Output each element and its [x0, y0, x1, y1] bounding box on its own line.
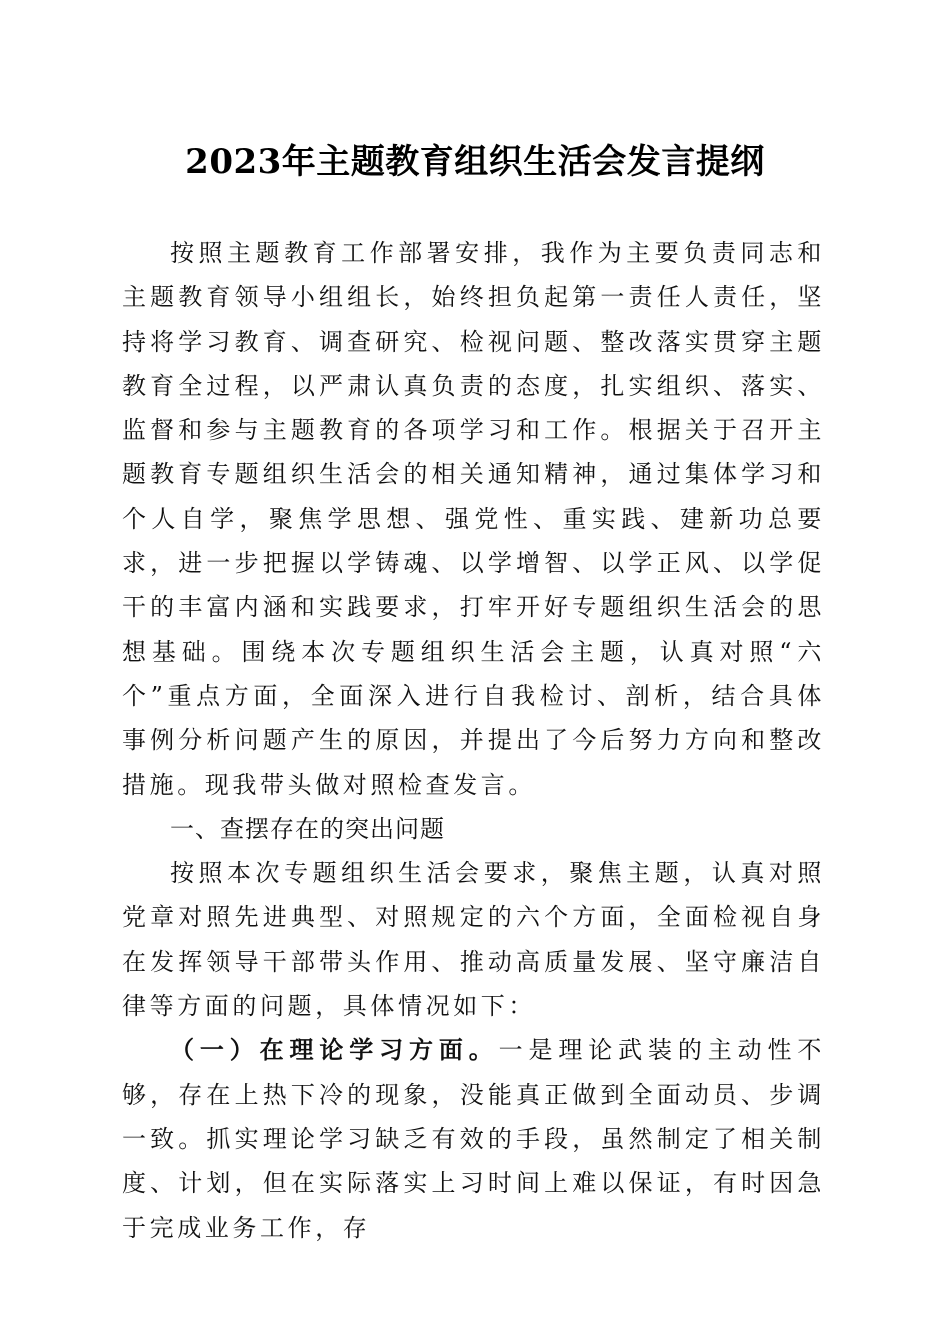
intro-paragraph: 按照主题教育工作部署安排，我作为主要负责同志和主题教育领导小组组长，始终担负起第一责任人责任，坚持将学习教育、调查研究、检视问题、整改落实贯穿主题教育全过程，以严肃认真负责的态度，扎实组织、落实、监督和参与主题教育的各项学习和工作。根据关于召开主题教育专题组织生活会的相关通知精神，通过集体学习和个人自学，聚焦学思想、强党性、重实践、建新功总要求，进一步把握以学铸魂、以学增智、以学正风、以学促干的丰富内涵和实践要求，打牢开好专题组织生活会的思想基础。围绕本次专题组织生活会主题，认真对照“六个”重点方面，全面深入进行自我检讨、剖析，结合具体事例分析问题产生的原因，并提出了今后努力方向和整改措施。现我带头做对照检查发言。 [122, 239, 825, 799]
document-title: 2023年主题教育组织生活会发言提纲 [185, 142, 765, 182]
section-heading: 一、查摆存在的突出问题 [170, 814, 445, 843]
item-paragraph [122, 1028, 825, 1249]
item-lead: （一）在理论学习方面。 [170, 1035, 499, 1065]
section-intro-paragraph: 按照本次专题组织生活会要求，聚焦主题，认真对照党章对照先进典型、对照规定的六个方面，全面检视自身在发挥领导干部带头作用、推动高质量发展、坚守廉洁自律等方面的问题，具体情况如下： [122, 859, 825, 1021]
item-text: 一是理论武装的主动性不够，存在上热下冷的现象，没能真正做到全面动员、步调一致。抓实理论学习缺乏有效的手段，虽然制定了相关制度、计划，但在实际落实上习时间上难以保证，有时因急于完成业务工作，存 [122, 1036, 825, 1242]
document-body [122, 231, 825, 1250]
